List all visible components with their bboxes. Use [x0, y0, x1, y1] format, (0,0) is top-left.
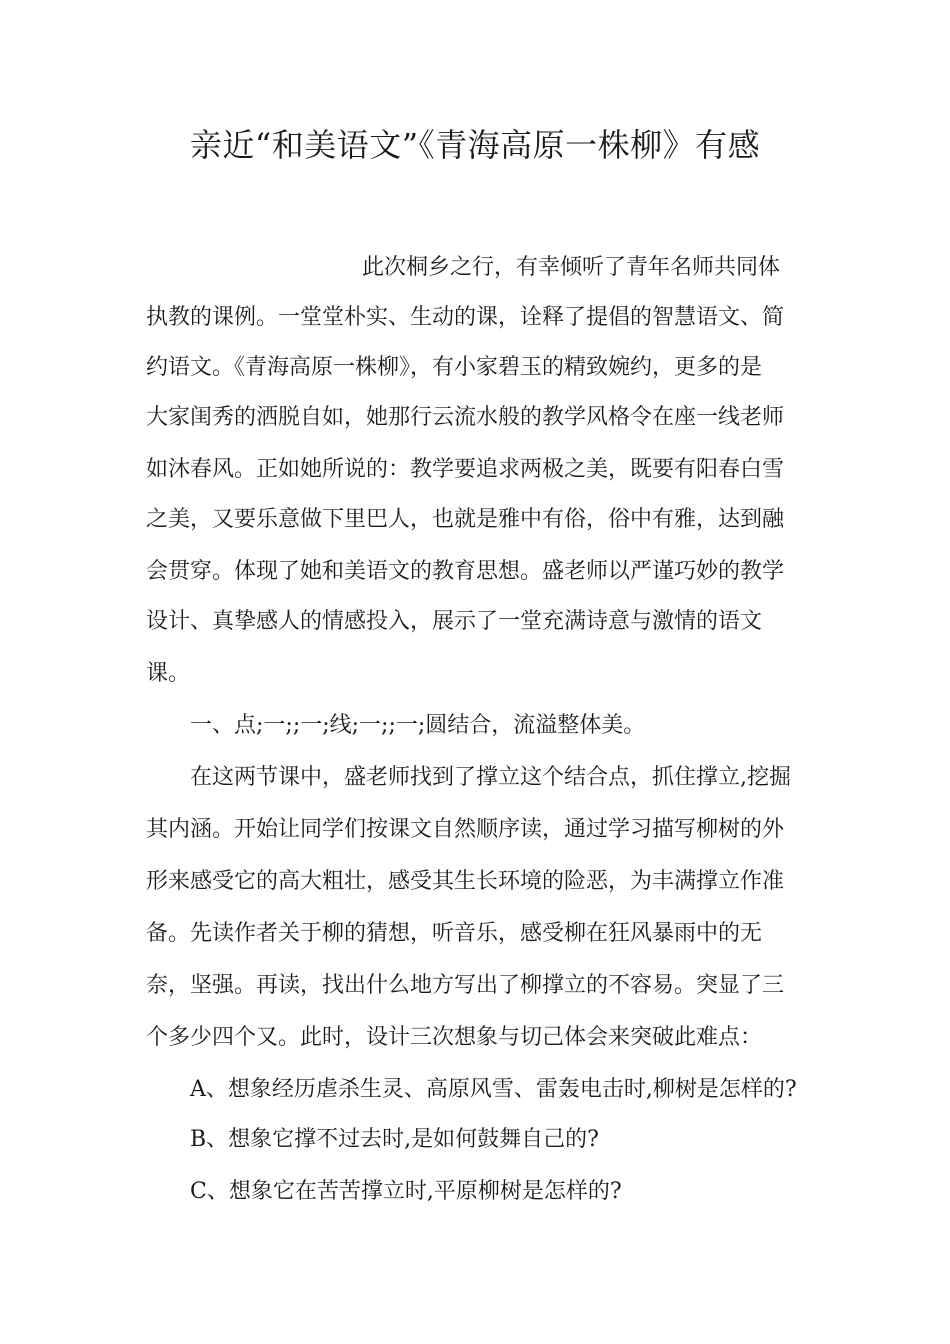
paragraph-line: 其内涵。开始让同学们按课文自然顺序读，通过学习描写柳树的外 [146, 817, 785, 842]
paragraph-line: 课。 [146, 661, 191, 686]
paragraph-line: 会贯穿。体现了她和美语文的教育思想。盛老师以严谨巧妙的教学 [146, 559, 785, 584]
paragraph-line: 形来感受它的高大粗壮，感受其生长环境的险恶，为丰满撑立作准 [146, 869, 785, 894]
paragraph-line: 执教的课例。一堂堂朴实、生动的课，诠释了提倡的智慧语文、简 [146, 305, 785, 330]
paragraph-line: 奈，坚强。再读，找出什么地方写出了柳撑立的不容易。突显了三 [146, 973, 785, 998]
paragraph-line: 之美，又要乐意做下里巴人，也就是雅中有俗，俗中有雅，达到融 [146, 507, 785, 532]
paragraph-line: 设计、真挚感人的情感投入，展示了一堂充满诗意与激情的语文 [146, 609, 763, 634]
paragraph-line: 备。先读作者关于柳的猜想，听音乐，感受柳在狂风暴雨中的无 [146, 921, 763, 946]
list-item: B、想象它撑不过去时,是如何鼓舞自己的? [190, 1127, 599, 1152]
list-item: C、想象它在苦苦撑立时,平原柳树是怎样的? [190, 1179, 622, 1204]
paragraph-line: 个多少四个又。此时，设计三次想象与切己体会来突破此难点： [146, 1025, 763, 1050]
paragraph-line: 大家闺秀的洒脱自如，她那行云流水般的教学风格令在座一线老师 [146, 405, 785, 430]
paragraph-line: 如沐春风。正如她所说的：教学要追求两极之美，既要有阳春白雪 [146, 457, 785, 482]
paragraph-line: 此次桐乡之行，有幸倾听了青年名师共同体 [362, 255, 781, 280]
paragraph-line: 约语文。《青海高原一株柳》，有小家碧玉的精致婉约，更多的是 [146, 355, 763, 380]
document-title: 亲近“和美语文”《青海高原一株柳》有感 [189, 126, 761, 164]
list-item: A、想象经历虐杀生灵、高原风雪、雷轰电击时,柳树是怎样的? [190, 1077, 797, 1102]
section-heading: 一、点;一;;一;线;一;;一;圆结合，流溢整体美。 [190, 713, 646, 738]
paragraph-line: 在这两节课中，盛老师找到了撑立这个结合点，抓住撑立,挖掘 [190, 765, 791, 790]
